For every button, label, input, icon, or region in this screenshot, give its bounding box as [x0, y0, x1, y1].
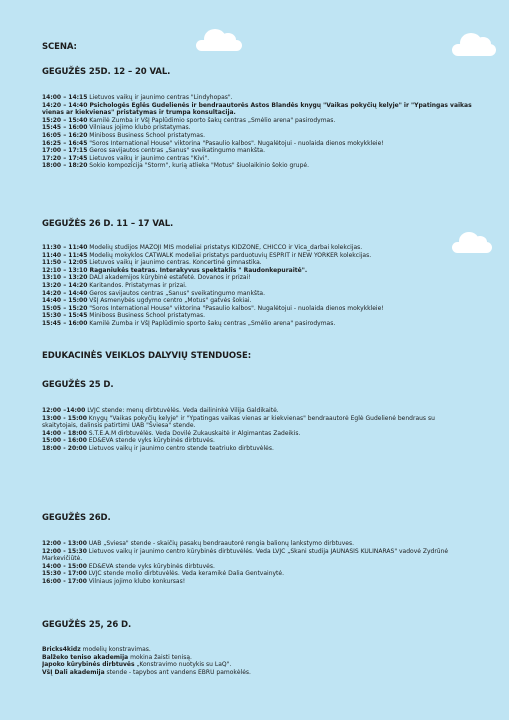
schedule-row [42, 94, 472, 102]
time: 13:10 – 13:20 [42, 274, 88, 282]
time: 17:00 – 17:15 [42, 147, 88, 155]
schedule-row [42, 312, 472, 320]
schedule-row [42, 282, 472, 290]
time: 15:45 – 16:00 [42, 124, 88, 132]
event-text: UAB „Šviesa" stende - skaičių pasakų bendraautorė rengia balionų lankstymo dirbtuves. [86, 540, 355, 547]
event-text: Modelių studijos MAŽOJI MIS modeliai pristatys KIDZONE, CHICCO ir Vica_darbai kolekcijas. [87, 244, 363, 251]
stage-heading: SCENA: [42, 42, 77, 52]
stands2526-heading: GEGUŽĖS 25, 26 D. [42, 620, 132, 630]
schedule-row [42, 578, 472, 586]
stands25-list [42, 407, 472, 453]
time: 15:20 – 15:40 [42, 116, 88, 124]
time: 18:00 – 18:20 [42, 162, 88, 170]
time: 13:00 - 15:00 [42, 414, 87, 422]
time: 14:00 - 18:00 [42, 429, 87, 437]
exhibitor-text: mokina žaisti tenisą. [128, 653, 192, 661]
event-text: Lietuvos vaikų ir jaunimo centras. Koncertinė gimnastika. [87, 259, 262, 267]
time: 14:40 – 15:00 [42, 297, 88, 305]
time: 11:40 – 11:45 [42, 251, 88, 259]
stands26-heading: GEGUŽĖS 26D. [42, 513, 111, 523]
event-text: Šokio kompozicija "Storm", kurią atlieka "Motus" šiuolaikinio šokio grupė. [87, 162, 309, 170]
schedule-row [42, 117, 472, 125]
exhibitor-text: „Konstravimo nuotykis su LaQ". [134, 661, 232, 669]
schedule-row [42, 548, 472, 563]
event-text: Geros savijautos centras „Sanus" sveikatingumo mankšta. [87, 147, 265, 155]
exhibitor-row [42, 669, 472, 677]
exhibitor-name: VšĮ Dali akademija [42, 668, 105, 676]
time: 12:00 - 15:30 [42, 547, 87, 555]
exhibitor-text: stende - tapybos ant vandens EBRU pamokėlės. [104, 668, 251, 676]
event-text: Kamilė Zumba ir VšĮ Paplūdimio sporto šakų centras „Smėlio arena" pasirodymas. [87, 319, 336, 327]
event-text: ED&EVA stende vyks kūrybinės dirbtuvės. [86, 562, 215, 570]
day25-schedule [42, 94, 472, 170]
event-text: Karitandos. Pristatymas ir prizai. [87, 281, 187, 289]
schedule-row [42, 124, 472, 132]
schedule-row [42, 415, 472, 430]
event-text: LVJC stende molio dirbtuvėlės. Veda keramikė Dalia Gentvainytė. [86, 570, 285, 578]
exhibitor-row [42, 654, 472, 662]
event-text: Vilniaus jojimo klubo pristatymas. [87, 124, 191, 132]
schedule-row [42, 407, 472, 415]
exhibitor-row [42, 646, 472, 654]
event-text: Lietuvos vaikų ir jaunimo centras "Lindyhopas". [87, 94, 233, 101]
time: 14:00 - 15:00 [42, 562, 87, 570]
exhibitor-name: Japoko kūrybinės dirbtuvės [42, 661, 135, 669]
event-text: S.T.E.A.M dirbtuvėlės. Veda Dovilė Žukauskaitė ir Algimantas Žadeikis. [86, 429, 301, 437]
schedule-row [42, 540, 472, 548]
schedule-row [42, 305, 472, 313]
schedule-row [42, 267, 472, 275]
schedule-row [42, 570, 472, 578]
schedule-row [42, 274, 472, 282]
time: 16:00 - 17:00 [42, 577, 87, 585]
event-text: Knygų "Vaikas pokyčių kelyje" ir "Ypatingas vaikas vienas ar kiekvienas" bendraautorė Eglė Gudelienė bendraus su skaitytojais, dalinsis patirtimi UAB "Šviesa" stende. [42, 414, 435, 430]
event-text: VšĮ Asmenybės ugdymo centro „Motus" gatvės šokiai. [87, 297, 252, 305]
event-text: LVJC stende: menų dirbtuvėlės. Veda dailininkė Vilija Galdikaitė. [85, 407, 279, 414]
event-text: Raganiukės teatras. Interakyvus spektaklis " Raudonkepuraitė". [87, 266, 308, 274]
schedule-row [42, 320, 472, 328]
event-text: Kamilė Zumba ir VšĮ Paplūdimio sporto šakų centras „Smėlio arena" pasirodymas. [87, 116, 336, 124]
time: 15:05 – 15:20 [42, 304, 88, 312]
time: 17:20 – 17:45 [42, 154, 88, 162]
event-text: "Soros International House" viktorina "Pasaulio kalbos". Nugalėtojui - nuolaida dienos mokykkleie! [87, 139, 384, 147]
schedule-row [42, 445, 472, 453]
stands-heading: EDUKACINĖS VEIKLOS DALYVIŲ STENDUOSE: [42, 351, 252, 361]
exhibitor-text: modelių konstravimas. [80, 646, 151, 653]
stands26-list [42, 540, 472, 586]
time: 16:05 – 16:20 [42, 131, 88, 139]
day25-heading: GEGUŽĖS 25D. 12 – 20 VAL. [42, 67, 171, 77]
exhibitor-row [42, 661, 472, 669]
event-text: Miniboss Business School pristatymas. [87, 312, 205, 320]
schedule-row [42, 132, 472, 140]
time: 15:45 – 16:00 [42, 319, 88, 327]
time: 11:50 – 12:05 [42, 259, 88, 267]
event-text: DALI akademijos kūrybinė estafetė. Dovanos ir prizai! [87, 274, 251, 282]
time: 12:00 –14:00 [42, 407, 86, 414]
event-text: ED&EVA stende vyks kūrybinės dirbtuvės. [86, 437, 215, 445]
schedule-row [42, 252, 472, 260]
time: 14:20 – 14:40 [42, 101, 88, 109]
event-text: Lietuvos vaikų ir jaunimo centro kūrybinės dirbtuvėlės. Veda LVJC „Skani studija JAUNASIS KULINARAS" vadovė Žydrūnė Markevičiūtė. [42, 547, 449, 563]
stands2526-list [42, 646, 472, 676]
schedule-row [42, 430, 472, 438]
schedule-row [42, 244, 472, 252]
time: 15:30 – 15:45 [42, 312, 88, 320]
schedule-row [42, 147, 472, 155]
schedule-row [42, 102, 472, 117]
event-text: Vilniaus jojimo klubo konkursas! [86, 577, 186, 585]
time: 15:00 - 16:00 [42, 437, 87, 445]
time: 16:25 – 16:45 [42, 139, 88, 147]
schedule-row [42, 437, 472, 445]
schedule-row [42, 259, 472, 267]
time: 13:20 – 14:20 [42, 281, 88, 289]
event-text: Geros savijautos centras „Sanus" sveikatingumo mankšta. [87, 289, 265, 297]
time: 12:10 – 13:10 [42, 266, 88, 274]
time: 12:00 - 13:00 [42, 540, 87, 547]
event-text: Lietuvos vaikų ir jaunimo centras "Kivi". [87, 154, 210, 162]
schedule-row [42, 155, 472, 163]
time: 18:00 - 20:00 [42, 444, 87, 452]
event-text: "Soros International House" viktorina "Pasaulio kalbos". Nugalėtojui - nuolaida dienos mokykkleie! [87, 304, 384, 312]
schedule-row [42, 140, 472, 148]
schedule-row [42, 297, 472, 305]
event-text: Lietuvos vaikų ir jaunimo centro stende teatriuko dirbtuvėlės. [86, 444, 274, 452]
exhibitor-name: Balžeko teniso akademija [42, 653, 129, 661]
schedule-row [42, 290, 472, 298]
day26-heading: GEGUŽĖS 26 D. 11 – 17 VAL. [42, 219, 174, 229]
time: 14:20 – 14:40 [42, 289, 88, 297]
schedule-row [42, 162, 472, 170]
schedule-row [42, 563, 472, 571]
time: 11:30 – 11:40 [42, 244, 88, 251]
exhibitor-name: Bricks4kidz [42, 646, 81, 653]
stands25-heading: GEGUŽĖS 25 D. [42, 380, 114, 390]
event-text: Modelių mokyklos CATWALK modeliai pristatys parduotuvių ESPRIT ir NEW YORKER kolekcijas. [87, 251, 372, 259]
event-text: Miniboss Business School pristatymas. [87, 131, 205, 139]
time: 15:30 - 17:00 [42, 570, 87, 578]
event-text: Psichologės Eglės Gudelienės ir bendraautorės Astos Blandės knygų "Vaikas pokyčių kelyje" ir "Ypatingas vaikas vienas ar kiekvienas" pristatymas ir trumpa konsultacija. [42, 101, 472, 117]
day26-schedule [42, 244, 472, 328]
time: 14:00 – 14:15 [42, 94, 88, 101]
